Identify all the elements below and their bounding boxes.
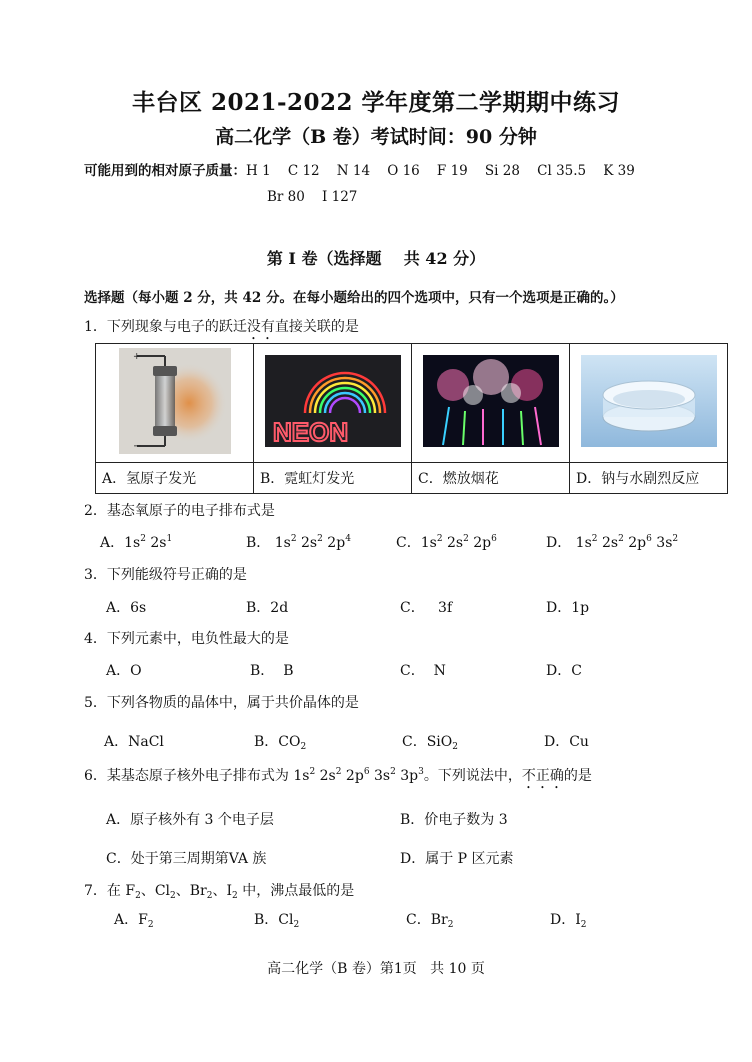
option-letter: B． — [254, 912, 279, 928]
question-number: 7． — [84, 883, 107, 899]
q2-option-d: D． $1s^2$ $2s^2$ $2p^6$ $3s^2$ — [546, 534, 679, 551]
hydrogen-tube-icon — [119, 348, 231, 454]
q4-option-b: B． B — [250, 663, 294, 679]
q7-option-b: B．$Cl_2$ — [254, 912, 300, 930]
q7-option-d: D．$I_2$ — [550, 912, 587, 930]
question-6: 6．某基态原子核外电子排布式为 $1s^2$ $2s^2$ $2p^6$ $3s^2$ $3p^3$。下列说法中，不正确的是 — [84, 767, 592, 784]
question-number: 4． — [84, 631, 107, 647]
neon-sign-icon — [265, 355, 401, 447]
q6-option-c: C．处于第三周期第VA 族 — [106, 851, 267, 867]
section-title: 第 I 卷（选择题 共 42 分） — [266, 249, 486, 268]
q1-option-c: C．燃放烟花 — [412, 463, 570, 494]
page-title: 丰台区 2021-2022 学年度第二学期期中练习 — [131, 89, 621, 116]
svg-text:−: − — [132, 441, 141, 452]
question-text: 在 F — [106, 883, 136, 899]
question-2 — [84, 500, 275, 520]
question-number: 3． — [84, 567, 107, 583]
option-text: B．CO — [254, 734, 301, 750]
option-letter: D． — [550, 912, 576, 928]
question-text: 下列现象与电子的跃迁 — [106, 319, 247, 335]
q1-option-b: B．霓虹灯发光 — [254, 463, 412, 494]
q4-option-d: D．C — [546, 663, 582, 679]
q3-option-b: B．2d — [246, 600, 289, 616]
q2-option-b: B． $1s^2$ $2s^2$ $2p^4$ — [246, 534, 351, 551]
emphasis-text: 不正确 — [521, 768, 564, 784]
question-1 — [84, 316, 359, 343]
neon-sign-image — [254, 344, 412, 463]
question-number: 1． — [84, 319, 107, 335]
atomic-masses — [84, 158, 635, 210]
question-7: 7．在 $F_2$、$Cl_2$、$Br_2$、$I_2$ 中，沸点最低的是 — [84, 883, 355, 901]
neon-text: NEON — [272, 417, 348, 447]
question-text: 中，沸点最低的是 — [237, 883, 355, 899]
q7-option-a: A．$F_2$ — [114, 912, 154, 930]
atomic-masses-row2: Br 80 I 127 — [267, 189, 358, 205]
question-text: 基态氧原子的电子排布式是 — [106, 503, 275, 519]
q5-option-c: C．SiO$_2$ — [402, 734, 458, 752]
atomic-masses-row1: H 1 C 12 N 14 O 16 F 19 Si 28 Cl 35.5 K 39 — [246, 163, 635, 179]
emphasis-text: 没有 — [246, 319, 275, 335]
q2-option-c: C．$1s^2$ $2s^2$ $2p^6$ — [396, 534, 497, 551]
q3-option-a: A．6s — [106, 600, 147, 616]
option-formula: I — [575, 912, 581, 928]
q3-option-d: D．1p — [546, 600, 590, 616]
petri-dish-icon — [581, 355, 717, 447]
option-letter: C． — [396, 535, 421, 551]
question-3 — [84, 564, 247, 584]
q7-option-c: C．$Br_2$ — [406, 912, 454, 930]
question-4 — [84, 628, 289, 648]
question-text: 下列各物质的晶体中，属于共价晶体的是 — [106, 695, 359, 711]
question-text: 某基态原子核外电子排布式为 — [106, 768, 289, 784]
option-formula: Br — [430, 912, 448, 928]
q6-option-a: A．原子核外有 3 个电子层 — [106, 812, 274, 828]
sodium-water-image — [570, 344, 728, 463]
question-text: 下列元素中，电负性最大的是 — [106, 631, 289, 647]
option-letter: A． — [114, 912, 139, 928]
option-letter: D． — [546, 535, 572, 551]
fireworks-icon — [423, 355, 559, 447]
instructions: 选择题（每小题 2 分，共 42 分。在每小题给出的四个选项中，只有一个选项是正确的。） — [84, 290, 624, 306]
option-text: C．SiO — [402, 734, 453, 750]
q4-option-a: A．O — [106, 663, 142, 679]
question-text: 直接关联的是 — [274, 319, 359, 335]
q3-option-c: C． 3f — [400, 600, 453, 616]
q5-option-d: D．Cu — [544, 734, 589, 750]
question-text: 的是 — [563, 768, 592, 784]
q5-option-b: B．$CO_2$ — [254, 734, 307, 752]
question-5 — [84, 692, 359, 712]
q4-option-c: C． N — [400, 663, 446, 679]
question-number: 2． — [84, 503, 107, 519]
q6-option-d: D．属于 P 区元素 — [400, 851, 514, 867]
option-formula: Cl — [278, 912, 294, 928]
question-text: 下列能级符号正确的是 — [106, 567, 247, 583]
q1-image-table — [95, 343, 728, 494]
option-letter: A． — [100, 535, 125, 551]
q1-option-a: A．氢原子发光 — [96, 463, 254, 494]
question-number: 6． — [84, 768, 107, 784]
q6-option-b: B．价电子数为 3 — [400, 812, 508, 828]
hydrogen-tube-image — [96, 344, 254, 463]
option-letter: C． — [406, 912, 431, 928]
svg-text:+: + — [132, 352, 141, 362]
option-formula: F — [138, 912, 148, 928]
question-text: 。下列说法中， — [423, 768, 522, 784]
question-number: 5． — [84, 695, 107, 711]
q1-option-d: D．钠与水剧烈反应 — [570, 463, 728, 494]
q5-option-a: A．NaCl — [104, 734, 164, 750]
q2-option-a: A．$1s^2$ $2s^1$ — [100, 534, 173, 551]
page-subtitle: 高二化学（B 卷）考试时间：90 分钟 — [215, 126, 537, 148]
option-letter: B． — [246, 535, 271, 551]
atomic-masses-label: 可能用到的相对原子质量： — [84, 163, 246, 179]
fireworks-image — [412, 344, 570, 463]
page-footer: 高二化学（B 卷）第1页 共 10 页 — [267, 961, 485, 977]
